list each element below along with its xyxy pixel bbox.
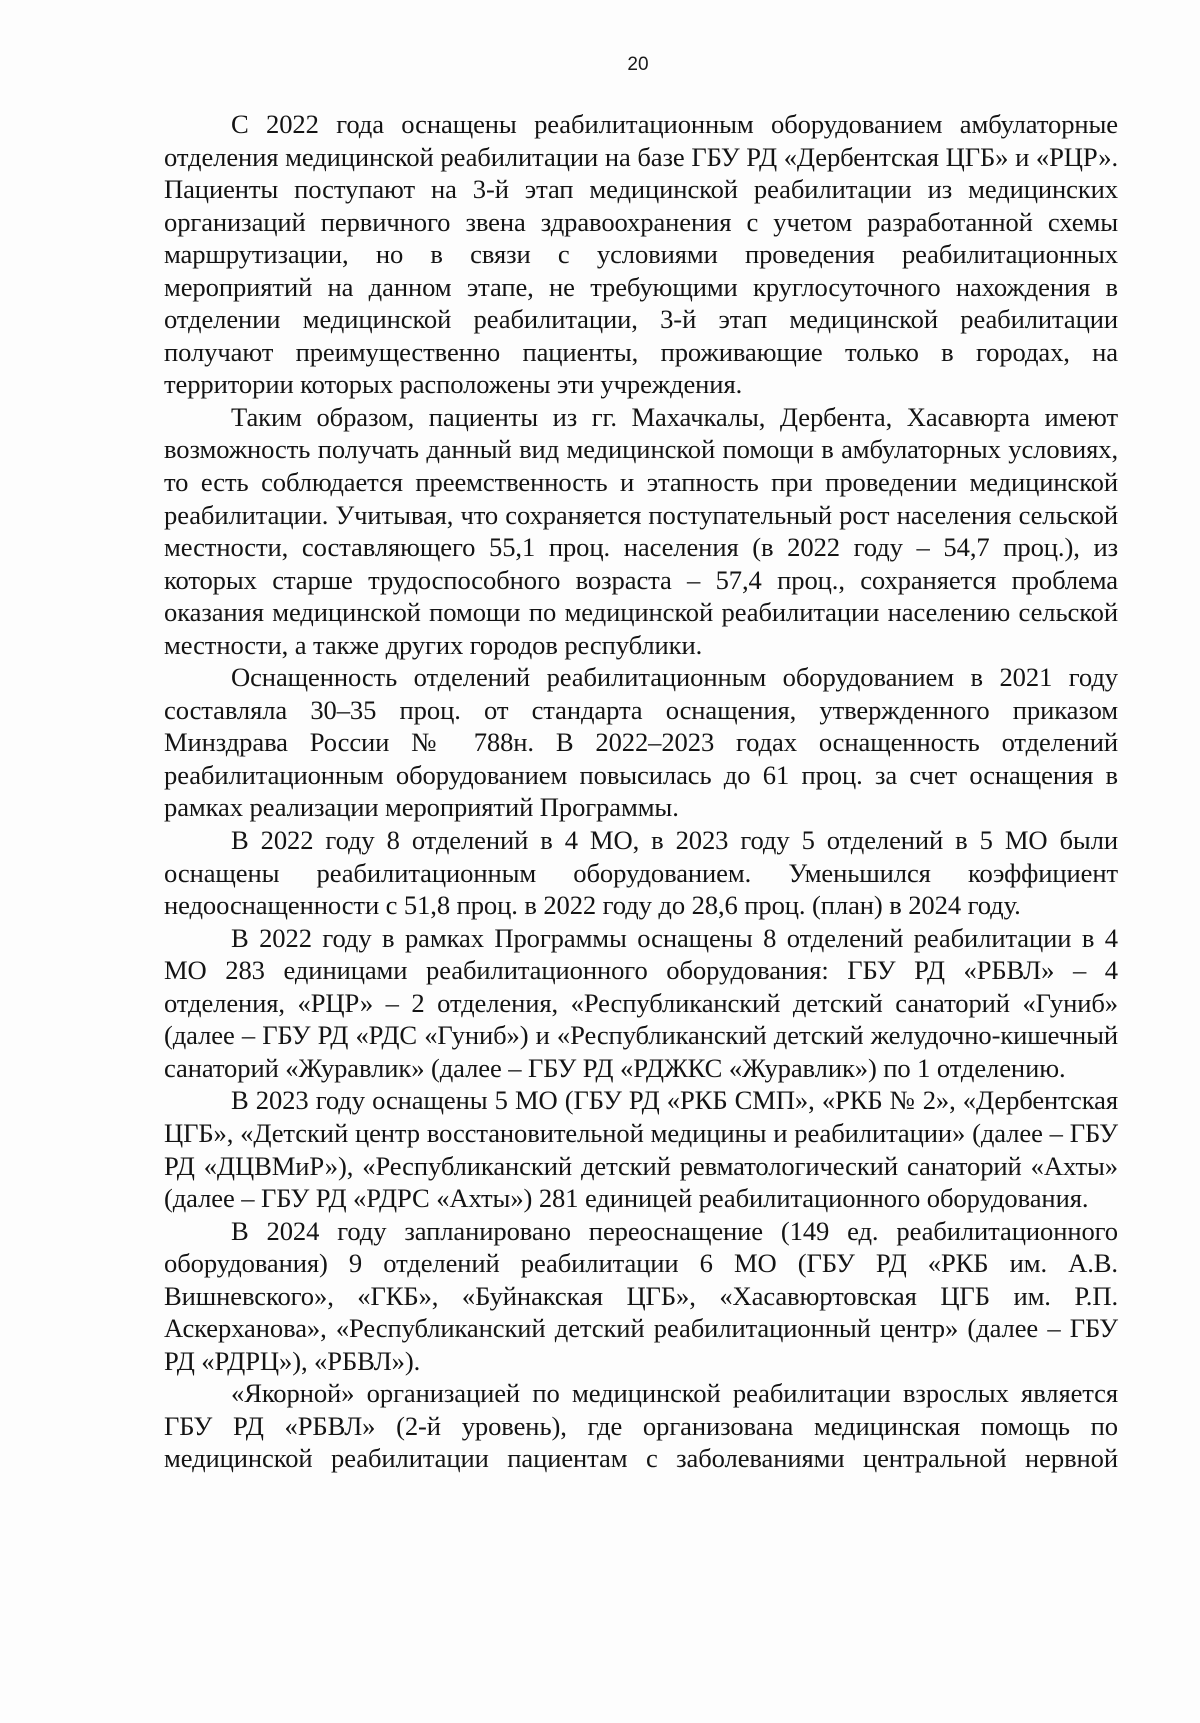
document-body — [164, 108, 1118, 1475]
paragraph-rural-population: Таким образом, пациенты из гг. Махачкалы, Дербента, Хасавюрта имеют возможность получать данный вид медицинской помощи в амбулаторных условиях, то есть соблюдается преемственность и этапность при проведении медицинской реабилитации. Учитывая, что сохраняется поступательный рост населения сельской местности, составляющего 55,1 проц. населения (в 2022 году – 54,7 проц.), из которых старше трудоспособного возраста – 57,4 проц., сохраняется проблема оказания медицинской помощи по медицинской реабилитации населению сельской местности, а также других городов республики. — [164, 401, 1118, 660]
paragraph-equipment-2022: С 2022 года оснащены реабилитационным оборудованием амбулаторные отделения медицинской реабилитации на базе ГБУ РД «Дербентская ЦГБ» и «РЦР». Пациенты поступают на 3-й этап медицинской реабилитации из медицинских организаций первичного звена здравоохранения с учетом разработанной схемы маршрутизации, но в связи с условиями проведения реабилитационных мероприятий на данном этапе, не требующими круглосуточного нахождения в отделении медицинской реабилитации, 3-й этап медицинской реабилитации получают преимущественно пациенты, проживающие только в городах, на территории которых расположены эти учреждения. — [164, 109, 1118, 400]
page-number: 20 — [627, 54, 649, 75]
paragraph-program-2022: В 2022 году в рамках Программы оснащены 8 отделений реабилитации в 4 МО 283 единицами реабилитационного оборудования: ГБУ РД «РБВЛ» – 4 отделения, «РЦР» – 2 отделения, «Республиканский детский санаторий «Гуниб» (далее – ГБУ РД «РДС «Гуниб») и «Республиканский детский желудочно-кишечный санаторий «Журавлик» (далее – ГБУ РД «РДЖКС «Журавлик») по 1 отделению. — [164, 922, 1118, 1083]
paragraph-equipment-level: Оснащенность отделений реабилитационным оборудованием в 2021 году составляла 30–35 проц. от стандарта оснащения, утвержденного приказом Минздрава России № 788н. В 2022–2023 годах оснащенность отделений реабилитационным оборудованием повысилась до 61 проц. за счет оснащения в рамках реализации мероприятий Программы. — [164, 662, 1118, 823]
paragraph-program-2023: В 2023 году оснащены 5 МО (ГБУ РД «РКБ СМП», «РКБ № 2», «Дербентская ЦГБ», «Детский центр восстановительной медицины и реабилитации» (далее – ГБУ РД «ДЦВМиР»), «Республиканский детский ревматологический санаторий «Ахты» (далее – ГБУ РД «РДРС «Ахты») 281 единицей реабилитационного оборудования. — [164, 1085, 1118, 1214]
paragraph-plan-2024: В 2024 году запланировано переоснащение (149 ед. реабилитационного оборудования) 9 отделений реабилитации 6 МО (ГБУ РД «РКБ им. А.В. Вишневского», «ГКБ», «Буйнакская ЦГБ», «Хасавюртовская ЦГБ им. Р.П. Аскерханова», «Республиканский детский реабилитационный центр» (далее – ГБУ РД «РДРЦ»), «РБВЛ»). — [164, 1215, 1118, 1376]
paragraph-departments-equipped: В 2022 году 8 отделений в 4 МО, в 2023 году 5 отделений в 5 МО были оснащены реабилитационным оборудованием. Уменьшился коэффициент недооснащенности с 51,8 проц. в 2022 году до 28,6 проц. (план) в 2024 году. — [164, 825, 1118, 921]
paragraph-anchor-organization: «Якорной» организацией по медицинской реабилитации взрослых является ГБУ РД «РБВЛ» (2-й уровень), где организована медицинская помощь по медицинской реабилитации пациентам с заболеваниями центральной нервной — [164, 1378, 1118, 1474]
